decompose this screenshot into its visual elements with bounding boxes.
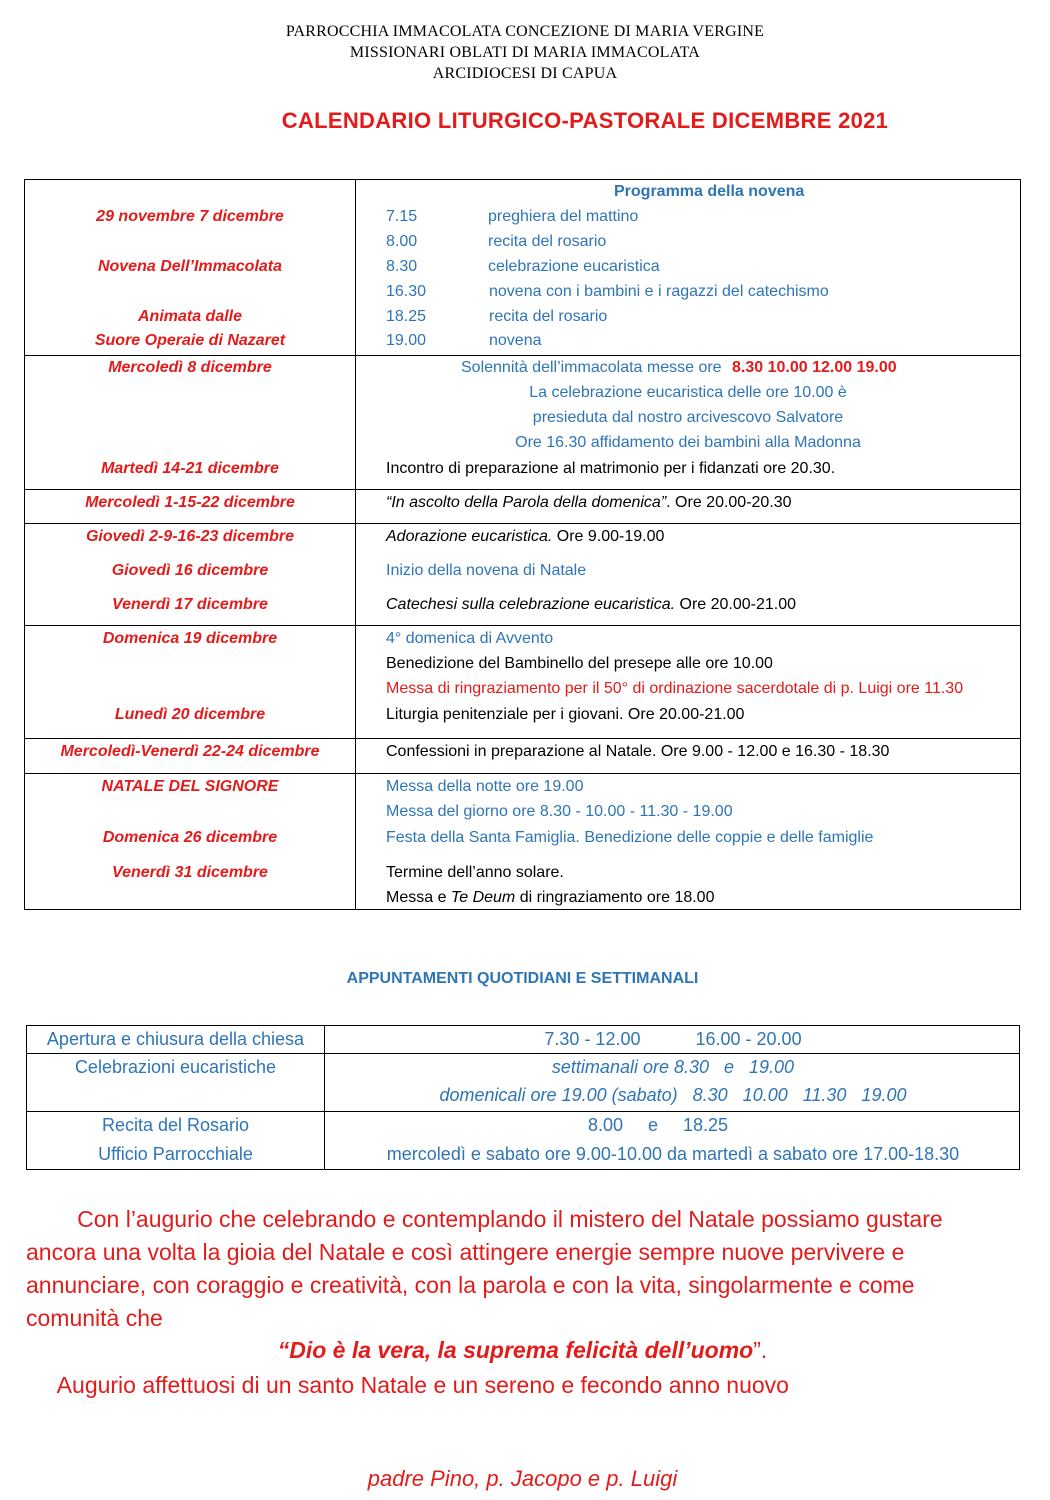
quote-end: ”. [753,1337,768,1363]
event-title: Festa della Santa Famiglia. Benedizione delle coppie e delle famiglie [386,829,874,846]
message-line: ancora una volta la gioia del Natale e così attingere energie sempre nuove pervivere e [26,1239,905,1265]
event-date: Domenica 19 dicembre [102,630,278,647]
schedule-label: Recita del Rosario [101,1115,250,1135]
event-note: Benedizione del Bambinello del presepe alle ore 10.00 [386,655,773,672]
table-row [25,524,1021,626]
table-row [25,490,1021,524]
event-date: Giovedì 16 dicembre [111,562,269,579]
schedule-label: Celebrazioni eucaristiche [74,1057,277,1077]
novena-time: 8.30 [386,258,418,275]
page-title: CALENDARIO LITURGICO-PASTORALE DICEMBRE 2021 [281,108,889,133]
event-title: Adorazione eucaristica. [386,528,553,545]
solemnity-text: Solennità dell’immacolata messe ore [461,359,722,376]
novena-time: 8.00 [386,233,418,250]
event-note: Incontro di preparazione al matrimonio per i fidanzati ore 20.30. [386,460,836,477]
event-date: NATALE DEL SIGNORE [101,778,279,795]
schedule-value: settimanali ore 8.30 e 19.00 [551,1057,795,1077]
novena-activity: novena con i bambini e i ragazzi del catechismo [489,283,829,300]
novena-activity: celebrazione eucaristica [488,258,660,275]
novena-activity: novena [489,332,542,349]
table-row [27,1112,1020,1170]
mass-times: 8.30 10.00 12.00 19.00 [732,359,897,376]
event-date: Mercoledì 1-15-22 dicembre [85,494,295,511]
event-note: Liturgia penitenziale per i giovani. Ore 20.00-21.00 [386,706,745,723]
schedule-value: 8.00 e 18.25 [587,1115,729,1135]
novena-title: Novena Dell’Immacolata [97,258,283,275]
novena-time: 16.30 [386,283,427,300]
novena-program-heading: Programma della novena [614,183,805,200]
novena-activity: recita del rosario [489,308,608,325]
event-date: Giovedì 2-9-16-23 dicembre [85,528,295,545]
te-deum: Te Deum [450,889,516,906]
event-date: Mercoledì 8 dicembre [108,359,272,376]
novena-animated-by: Animata dalle [137,308,243,325]
appointments-table [26,1025,1020,1170]
message-line: Con l’augurio che celebrando e contemplando il mistero del Natale possiamo gustare [26,1206,943,1232]
parish-name: PARROCCHIA IMMACOLATA CONCEZIONE DI MARIA VERGINE [285,23,765,40]
event-date: Lunedì 20 dicembre [114,706,266,723]
novena-sisters: Suore Operaie di Nazaret [94,332,286,349]
table-row [25,774,1021,910]
schedule-value: domenicali ore 19.00 (sabato) 8.30 10.00 11.30 19.00 [439,1085,907,1105]
novena-time: 18.25 [386,308,427,325]
event-note: Ore 16.30 affidamento dei bambini alla Madonna [515,434,861,451]
schedule-label: Apertura e chiusura della chiesa [46,1029,305,1049]
event-title: Messa della notte ore 19.00 [386,778,584,795]
quote-text: “Dio è la vera, la suprema felicità dell’uomo [277,1337,754,1363]
event-date: Domenica 26 dicembre [102,829,278,846]
event-title: Catechesi sulla celebrazione eucaristica. [386,596,676,613]
quote [0,1337,1045,1364]
table-row [25,356,1021,490]
signature: padre Pino, p. Jacopo e p. Luigi [367,1466,678,1491]
novena-time: 7.15 [386,208,418,225]
event-note: La celebrazione eucaristica delle ore 10.00 è [529,384,847,401]
novena-activity: preghiera del mattino [488,208,639,225]
event-note: di ringraziamento ore 18.00 [515,889,715,906]
mission-name: MISSIONARI OBLATI DI MARIA IMMACOLATA [349,44,701,61]
schedule-label: Ufficio Parrocchiale [98,1144,253,1164]
novena-dates: 29 novembre 7 dicembre [96,208,284,225]
event-note: Messa e [386,889,451,906]
event-note: presieduta dal nostro arcivescovo Salvatore [532,409,844,426]
table-row [25,739,1021,774]
table-row [25,180,1021,356]
wishes: Augurio affettuosi di un santo Natale e un sereno e fecondo anno nuovo [26,1372,789,1398]
message-line: comunità che [26,1305,163,1331]
schedule-value: 7.30 - 12.00 16.00 - 20.00 [544,1029,802,1049]
event-date: Venerdì 17 dicembre [112,596,268,613]
calendar-table [24,179,1021,910]
event-title: 4° domenica di Avvento [386,630,554,647]
message-line: annunciare, con coraggio e creatività, con la parola e con la vita, singolarmente e come [26,1272,915,1298]
event-title: Inizio della novena di Natale [386,562,587,579]
event-time: . Ore 20.00-20.30 [666,494,792,511]
appointments-heading: APPUNTAMENTI QUOTIDIANI E SETTIMANALI [346,970,699,987]
event-title: “In ascolto della Parola della domenica” [386,494,667,511]
novena-time: 19.00 [386,332,427,349]
event-date: Venerdì 31 dicembre [112,864,268,881]
schedule-value: mercoledì e sabato ore 9.00-10.00 da martedì a sabato ore 17.00-18.30 [386,1144,960,1164]
event-note: Termine dell’anno solare. [386,864,564,881]
event-title: Messa del giorno ore 8.30 - 10.00 - 11.30 - 19.00 [386,803,733,820]
event-date: Martedì 14-21 dicembre [101,460,279,477]
event-note: Messa di ringraziamento per il 50° di ordinazione sacerdotale di p. Luigi ore 11.30 [386,680,964,697]
event-time: Ore 20.00-21.00 [675,596,797,613]
table-row [27,1026,1020,1054]
event-note: Confessioni in preparazione al Natale. Ore 9.00 - 12.00 e 16.30 - 18.30 [386,743,890,760]
diocese-name: ARCIDIOCESI DI CAPUA [432,65,618,82]
novena-activity: recita del rosario [488,233,607,250]
table-row [27,1054,1020,1112]
table-row [25,626,1021,739]
event-date: Mercoledì-Venerdì 22-24 dicembre [60,743,320,760]
event-time: Ore 9.00-19.00 [552,528,665,545]
